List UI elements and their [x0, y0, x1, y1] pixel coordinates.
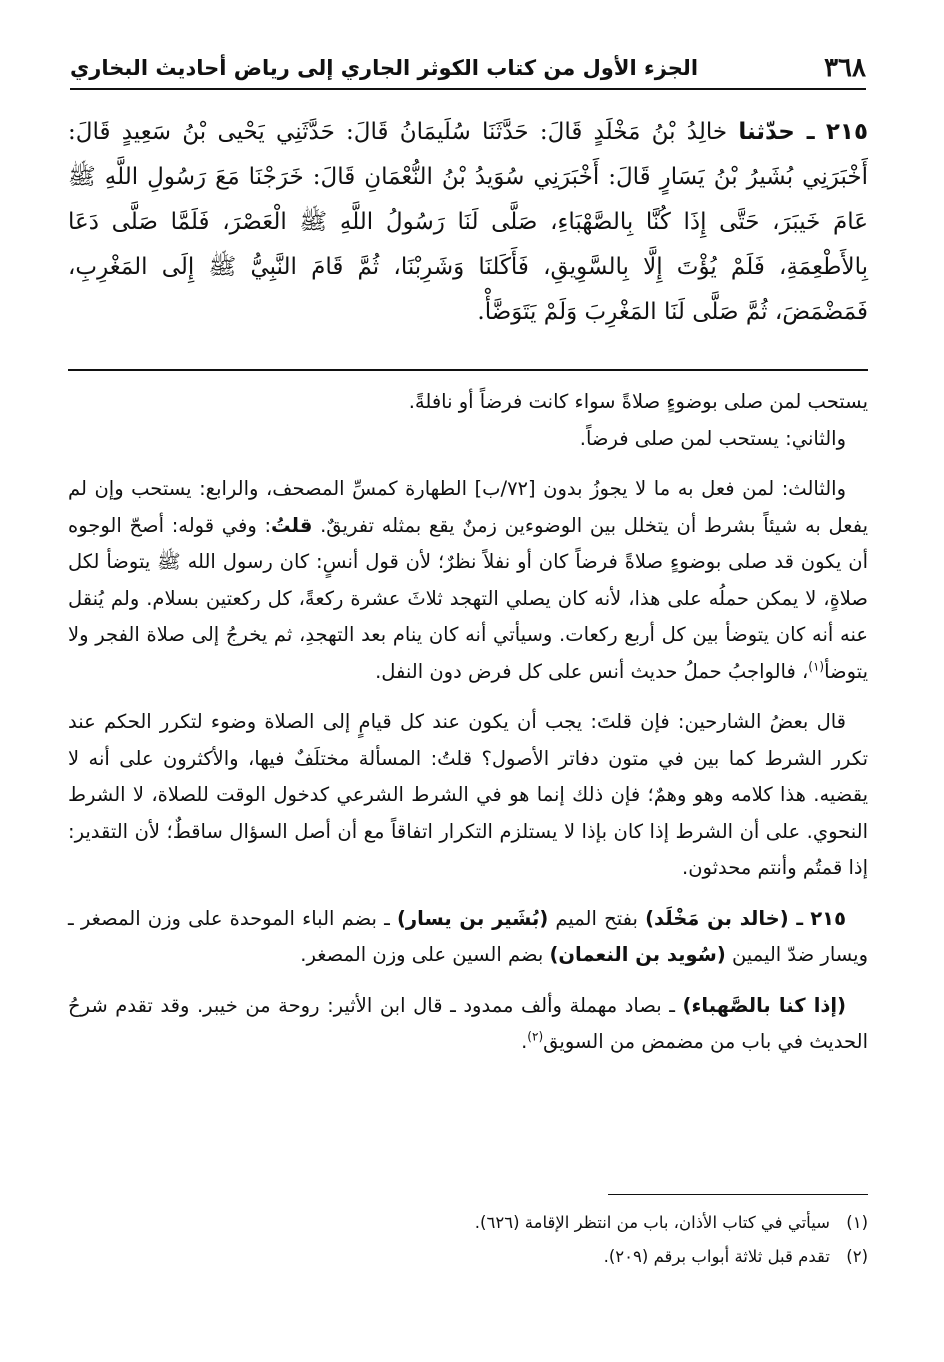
footnote-item — [68, 1240, 868, 1274]
commentary-text: والثالث: لمن فعل به ما لا يجوزُ بدون [٧٢/ب] الطهارة كمسِّ المصحف، والرابع: يستحب وإن لم يفعل به شيئاً بشرط أن يتخلل بين الوضوءين زمنٌ يقع بمثله تفريقٌ. — [68, 477, 869, 537]
commentary-paragraph: يستحب لمن صلى بوضوءٍ صلاةً سواء كانت فرضاً أو نافلةً. — [408, 390, 868, 413]
commentary-paragraph: والثاني: يستحب لمن صلى فرضاً. — [579, 426, 846, 450]
footnote-ref[interactable]: (١) — [808, 659, 825, 673]
footnote-mark: (١) — [846, 1213, 868, 1232]
commentary-text: ـ بضم الباء الموحدة على وزن المصغر ـ ويسار ضدّ اليمين — [68, 906, 868, 966]
qultu-term: قلتُ — [271, 513, 313, 537]
commentary-block — [68, 384, 868, 1061]
commentary-text: ، فالواجبُ حملُ حديث أنس على كل فرض دون النفل. — [375, 659, 809, 683]
page-header — [70, 48, 866, 90]
commentary-text: : وفي قوله: أصحّ الوجوه أن يكون قد صلى بوضوءٍ صلاةً فرضاً كان أو نفلاً نظرٌ؛ لأن قول أنسٍ: كان رسول الله ﷺ يتوضأ لكل صلاةٍ، لا يمكن حملُه على هذا، لأنه كان يصلي التهجد ثلاثَ عشرة ركعةً، كل ركعتين بسلام. ولم يُنقل عنه أنه كان يتوضأ بين كل أربع ركعات. وسيأتي أنه كان ينام بعد التهجدِ، ثم يخرجُ إلى صلاة الفجر ولا يتوضأ — [68, 513, 868, 683]
section-divider — [68, 369, 868, 371]
footnote-item — [68, 1206, 868, 1240]
hadith-number: ٢١٥ — [810, 906, 846, 930]
footnotes — [68, 1206, 868, 1274]
commentary-paragraph — [68, 988, 868, 1061]
running-title: الجزء الأول من كتاب الكوثر الجاري إلى رياض أحاديث البخاري — [70, 56, 699, 80]
commentary-paragraph — [68, 901, 868, 974]
hadith-number: ٢١٥ — [825, 119, 868, 145]
footnote-ref[interactable]: (٢) — [527, 1029, 544, 1044]
commentary-text: . — [521, 1030, 528, 1053]
narrator-name: ـ (خالد بن مَخْلَد) — [645, 906, 804, 930]
narrator-name: (سُويد بن النعمان) — [549, 943, 726, 966]
hadith-text-block — [68, 110, 868, 335]
hadith-lead: ـ حدّثنا — [738, 119, 815, 145]
footnote-mark: (٢) — [846, 1247, 868, 1266]
footnote-rule — [608, 1194, 868, 1195]
footnote-text: سيأتي في كتاب الأذان، باب من انتظر الإقامة (٦٢٦). — [474, 1213, 830, 1232]
footnote-text: تقدم قبل ثلاثة أبواب برقم (٢٠٩). — [603, 1247, 830, 1266]
page-number: ٣٦٨ — [824, 53, 866, 83]
narrator-name: (بُشَير بن يسار) — [397, 906, 549, 930]
place-name: (إذا كنا بالصَّهباء) — [682, 993, 846, 1017]
commentary-text: بفتح الميم — [548, 906, 646, 930]
commentary-paragraph — [68, 471, 868, 690]
hadith-body: خالِدُ بْنُ مَخْلَدٍ قَالَ: حَدَّثَنَا سُلَيمَانُ قَالَ: حَدَّثَنِي يَحْيى بْنُ سَعِيدٍ قَالَ: أَخْبَرَنِي بُشَيرُ بْنُ يَسَارٍ قَالَ: أَخْبَرَنِي سُوَيدُ بْنُ النُّعْمَانِ قَالَ: خَرَجْنَا مَعَ رَسُولِ اللَّهِ ﷺ عَامَ خَيبَرَ، حَتَّى إِذَا كُنَّا بِالصَّهْبَاءِ، صَلَّى لَنَا رَسُولُ اللَّهِ ﷺ الْعَصْرَ، فَلَمَّا صَلَّى دَعَا بِالأَطْعِمَةِ، فَلَمْ يُؤْتَ إِلَّا بِالسَّوِيقِ، فَأَكَلنَا وَشَرِبْنَا، ثُمَّ قَامَ النَّبِيُّ ﷺ إِلَى المَغْرِبِ، فَمَضْمَضَ، ثُمَّ صَلَّى لَنَا المَغْرِبَ وَلَمْ يَتَوَضَّأْ. — [68, 119, 868, 325]
commentary-paragraph: قال بعضُ الشارحين: فإن قلتَ: يجب أن يكون عند كل قيامٍ إلى الصلاة وضوء لتكرر الحكم عند تكرر الشرط كما بين في متون دفاتر الأصول؟ قلتُ: المسألة مختلَفٌ فيها، والأكثرون على أنه لا يقضيه. هذا كلامه وهو وهمٌ؛ فإن ذلك إنما هو في الشرط الشرعي كدخول الوقت للصلاة، لا الشرط النحوي. على أن الشرط إذا كان بإذا لا يستلزم التكرار اتفاقاً مع أن أصل السؤال ساقطٌ؛ لأن التقدير: إذا قمتُم وأنتم محدثون. — [68, 710, 868, 879]
commentary-text: بضم السين على وزن المصغر. — [300, 943, 550, 966]
commentary-text: ـ بصاد مهملة وألف ممدود ـ قال ابن الأثير: روحة من خيبر. وقد تقدم شرحُ الحديث في باب من مضمض من السويق — [68, 993, 868, 1053]
